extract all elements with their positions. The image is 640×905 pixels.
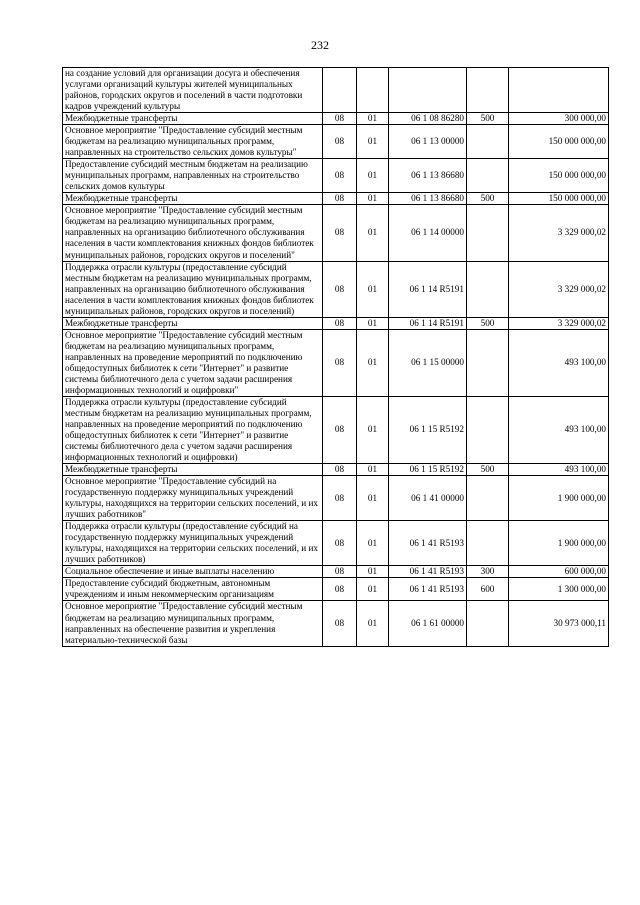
row-csr-cell: 06 1 41 R5193 — [389, 578, 467, 601]
row-section-cell: 08 — [323, 578, 357, 601]
row-subsection-cell: 01 — [357, 261, 389, 317]
row-sum-cell: 150 000 000,00 — [509, 159, 609, 193]
row-vr-cell: 300 — [467, 566, 509, 578]
budget-table — [62, 67, 609, 647]
row-name-cell: Поддержка отрасли культуры (предоставление субсидий на государственную поддержку муниципальных учреждений культуры, находящихся на территории сельских поселений, и их лучших работников) — [63, 521, 323, 566]
row-csr-cell: 06 1 15 R5192 — [389, 464, 467, 476]
row-csr-cell: 06 1 14 R5191 — [389, 261, 467, 317]
row-section-cell: 08 — [323, 396, 357, 463]
row-vr-cell — [467, 476, 509, 521]
row-sum-cell: 3 329 000,02 — [509, 205, 609, 261]
row-csr-cell: 06 1 08 86280 — [389, 113, 467, 125]
table-row — [63, 601, 609, 646]
row-vr-cell: 600 — [467, 578, 509, 601]
row-sum-cell: 1 300 000,00 — [509, 578, 609, 601]
table-row — [63, 578, 609, 601]
row-csr-cell: 06 1 41 00000 — [389, 476, 467, 521]
row-csr-cell: 06 1 15 00000 — [389, 329, 467, 396]
row-section-cell: 08 — [323, 317, 357, 329]
row-subsection-cell: 01 — [357, 476, 389, 521]
row-sum-cell: 150 000 000,00 — [509, 125, 609, 159]
row-name-cell: Основное мероприятие "Предоставление субсидий на государственную поддержку муниципальных учреждений культуры, находящихся на территории сельских поселений, и их лучших работников" — [63, 476, 323, 521]
row-sum-cell: 3 329 000,02 — [509, 261, 609, 317]
row-subsection-cell: 01 — [357, 566, 389, 578]
row-csr-cell: 06 1 14 00000 — [389, 205, 467, 261]
row-name-cell: Межбюджетные трансферты — [63, 317, 323, 329]
row-sum-cell: 1 900 000,00 — [509, 476, 609, 521]
row-csr-cell: 06 1 13 00000 — [389, 125, 467, 159]
row-sum-cell: 600 000,00 — [509, 566, 609, 578]
row-section-cell: 08 — [323, 193, 357, 205]
table-row — [63, 261, 609, 317]
row-vr-cell — [467, 125, 509, 159]
row-vr-cell — [467, 521, 509, 566]
table-row — [63, 476, 609, 521]
row-section-cell: 08 — [323, 125, 357, 159]
row-subsection-cell: 01 — [357, 329, 389, 396]
row-csr-cell: 06 1 14 R5191 — [389, 317, 467, 329]
row-sum-cell — [509, 68, 609, 113]
row-sum-cell: 493 100,00 — [509, 329, 609, 396]
row-section-cell: 08 — [323, 476, 357, 521]
row-section-cell: 08 — [323, 601, 357, 646]
row-subsection-cell: 01 — [357, 125, 389, 159]
row-section-cell: 08 — [323, 159, 357, 193]
table-row — [63, 329, 609, 396]
row-csr-cell: 06 1 15 R5192 — [389, 396, 467, 463]
row-subsection-cell: 01 — [357, 601, 389, 646]
row-vr-cell — [467, 396, 509, 463]
row-name-cell: Межбюджетные трансферты — [63, 193, 323, 205]
page-number: 232 — [311, 38, 329, 52]
row-subsection-cell: 01 — [357, 205, 389, 261]
row-csr-cell: 06 1 13 86680 — [389, 193, 467, 205]
row-name-cell: Предоставление субсидий местным бюджетам на реализацию муниципальных программ, направленных на строительство сельских домов культуры — [63, 159, 323, 193]
table-row — [63, 159, 609, 193]
row-name-cell: Социальное обеспечение и иные выплаты населению — [63, 566, 323, 578]
row-subsection-cell: 01 — [357, 317, 389, 329]
row-sum-cell: 1 900 000,00 — [509, 521, 609, 566]
row-csr-cell: 06 1 41 R5193 — [389, 566, 467, 578]
row-vr-cell: 500 — [467, 464, 509, 476]
row-name-cell: на создание условий для организации досуга и обеспечения услугами организаций культуры жителей муниципальных районов, городских округов и поселений в части подготовки кадров учреждений культуры — [63, 68, 323, 113]
table-row — [63, 317, 609, 329]
row-name-cell: Основное мероприятие "Предоставление субсидий местным бюджетам на реализацию муниципальных программ, направленных на строительство сельских домов культуры" — [63, 125, 323, 159]
row-subsection-cell — [357, 68, 389, 113]
row-subsection-cell: 01 — [357, 113, 389, 125]
row-section-cell: 08 — [323, 113, 357, 125]
table-row — [63, 193, 609, 205]
row-vr-cell — [467, 601, 509, 646]
row-subsection-cell: 01 — [357, 159, 389, 193]
row-name-cell: Межбюджетные трансферты — [63, 464, 323, 476]
row-section-cell: 08 — [323, 566, 357, 578]
row-name-cell: Основное мероприятие "Предоставление субсидий местным бюджетам на реализацию муниципальных программ, направленных на обеспечение развития и укрепления материально-технической базы — [63, 601, 323, 646]
row-section-cell — [323, 68, 357, 113]
row-vr-cell — [467, 329, 509, 396]
row-vr-cell: 500 — [467, 113, 509, 125]
row-section-cell: 08 — [323, 329, 357, 396]
table-row — [63, 396, 609, 463]
row-subsection-cell: 01 — [357, 464, 389, 476]
row-sum-cell: 300 000,00 — [509, 113, 609, 125]
row-csr-cell: 06 1 41 R5193 — [389, 521, 467, 566]
row-vr-cell — [467, 68, 509, 113]
row-name-cell: Основное мероприятие "Предоставление субсидий местным бюджетам на реализацию муниципальных программ, направленных на проведение мероприятий по подключению общедоступных библиотек к сети "Интернет" и развитие системы библиотечного дела с учетом задачи расширения информационных технологий и оцифровки" — [63, 329, 323, 396]
row-subsection-cell: 01 — [357, 578, 389, 601]
row-sum-cell: 493 100,00 — [509, 464, 609, 476]
row-name-cell: Поддержка отрасли культуры (предоставление субсидий местным бюджетам на реализацию муниципальных программ, направленных на организацию библиотечного обслуживания населения в части комплектования книжных фондов библиотек муниципальных районов, городских округов и поселений) — [63, 261, 323, 317]
table-row — [63, 113, 609, 125]
row-section-cell: 08 — [323, 205, 357, 261]
row-vr-cell — [467, 159, 509, 193]
row-csr-cell: 06 1 61 00000 — [389, 601, 467, 646]
table-row — [63, 464, 609, 476]
row-csr-cell — [389, 68, 467, 113]
budget-table-body — [63, 68, 609, 647]
row-name-cell: Предоставление субсидий бюджетным, автономным учреждениям и иным некоммерческим организациям — [63, 578, 323, 601]
row-subsection-cell: 01 — [357, 521, 389, 566]
row-vr-cell: 500 — [467, 317, 509, 329]
table-row — [63, 125, 609, 159]
table-row — [63, 205, 609, 261]
row-sum-cell: 493 100,00 — [509, 396, 609, 463]
row-sum-cell: 150 000 000,00 — [509, 193, 609, 205]
row-csr-cell: 06 1 13 86680 — [389, 159, 467, 193]
row-name-cell: Межбюджетные трансферты — [63, 113, 323, 125]
table-row — [63, 68, 609, 113]
row-vr-cell — [467, 205, 509, 261]
table-row — [63, 521, 609, 566]
row-sum-cell: 30 973 000,11 — [509, 601, 609, 646]
row-vr-cell: 500 — [467, 193, 509, 205]
row-section-cell: 08 — [323, 464, 357, 476]
row-subsection-cell: 01 — [357, 396, 389, 463]
row-name-cell: Поддержка отрасли культуры (предоставление субсидий местным бюджетам на реализацию муниципальных программ, направленных на проведение мероприятий по подключению общедоступных библиотек к сети "Интернет" и развитие системы библиотечного дела с учетом задачи расширения информационных технологий и оцифровки) — [63, 396, 323, 463]
row-section-cell: 08 — [323, 261, 357, 317]
row-sum-cell: 3 329 000,02 — [509, 317, 609, 329]
table-row — [63, 566, 609, 578]
row-vr-cell — [467, 261, 509, 317]
row-name-cell: Основное мероприятие "Предоставление субсидий местным бюджетам на реализацию муниципальных программ, направленных на организацию библиотечного обслуживания населения в части комплектования книжных фондов библиотек муниципальных районов, городских округов и поселений" — [63, 205, 323, 261]
row-subsection-cell: 01 — [357, 193, 389, 205]
row-section-cell: 08 — [323, 521, 357, 566]
